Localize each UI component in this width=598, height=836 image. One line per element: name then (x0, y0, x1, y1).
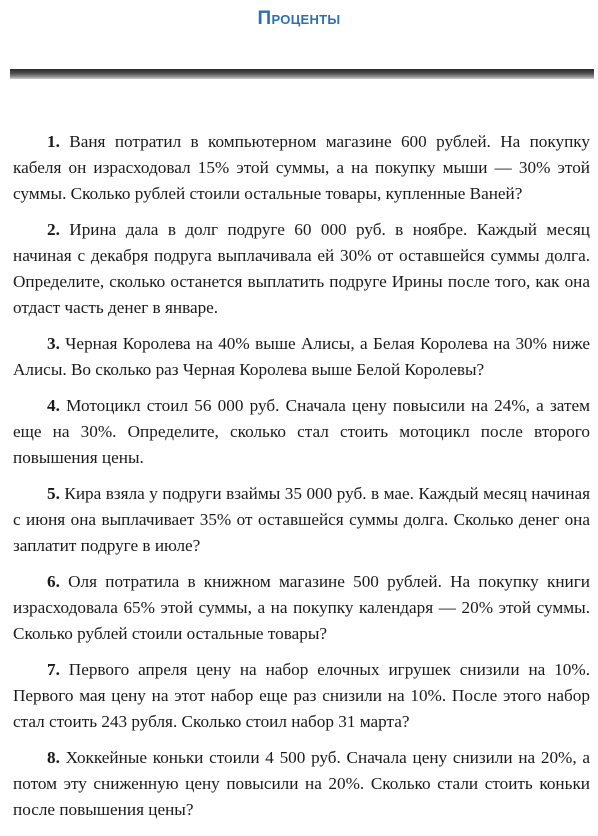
problem-list (13, 129, 590, 833)
problem-text: Оля потратила в книжном магазине 500 рублей. На покупку книги израсходовала 65% этой суммы, а на покупку календаря — 20% этой суммы. Сколько рублей стоили остальные товары? (13, 572, 590, 643)
problem-number: 5. (47, 484, 60, 503)
problem-item (13, 745, 590, 823)
problem-text: Ваня потратил в компьютерном магазине 600 рублей. На покупку кабеля он израсходовал 15% этой суммы, а на покупку мыши — 30% этой суммы. Сколько рублей стоили остальные товары, купленные Ваней? (13, 132, 591, 203)
problem-item (13, 393, 590, 471)
problem-item (13, 129, 590, 207)
problem-number: 7. (47, 660, 60, 679)
problem-number: 8. (47, 748, 60, 767)
problem-number: 3. (47, 334, 60, 353)
problem-number: 1. (47, 132, 60, 151)
problem-text: Первого апреля цену на набор елочных игрушек снизили на 10%. Первого мая цену на этот набор еще раз снизили на 10%. После этого набор стал стоить 243 рубля. Сколько стоил набор 31 марта? (13, 660, 590, 731)
problem-text: Ирина дала в долг подруге 60 000 руб. в ноябре. Каждый месяц начиная с декабря подруга выплачивала ей 30% от оставшейся суммы долга. Определите, сколько останется выплатить подруге Ирины после того, как она отдаст часть денег в январе. (13, 220, 590, 317)
problem-text: Хоккейные коньки стоили 4 500 руб. Сначала цену снизили на 20%, а потом эту сниженную цену повысили на 20%. Сколько стали стоить коньки после повышения цены? (13, 748, 591, 819)
problem-item (13, 569, 590, 647)
problem-text: Черная Королева на 40% выше Алисы, а Белая Королева на 30% ниже Алисы. Во сколько раз Черная Королева выше Белой Королевы? (13, 334, 591, 379)
problem-item (13, 657, 590, 735)
problem-number: 2. (47, 220, 60, 239)
title-divider (10, 69, 594, 79)
problem-number: 4. (47, 396, 60, 415)
problem-text: Мотоцикл стоил 56 000 руб. Сначала цену повысили на 24%, а затем еще на 30%. Определите, сколько стал стоить мотоцикл после второго повышения цены. (13, 396, 591, 467)
problem-item (13, 331, 590, 383)
problem-number: 6. (47, 572, 60, 591)
problem-item (13, 217, 590, 321)
problem-text: Кира взяла у подруги взаймы 35 000 руб. в мае. Каждый месяц начиная с июня она выплачивает 35% от оставшейся суммы долга. Сколько денег она заплатит подруге в июле? (13, 484, 590, 555)
problem-item (13, 481, 590, 559)
page-title: Проценты (257, 8, 341, 29)
